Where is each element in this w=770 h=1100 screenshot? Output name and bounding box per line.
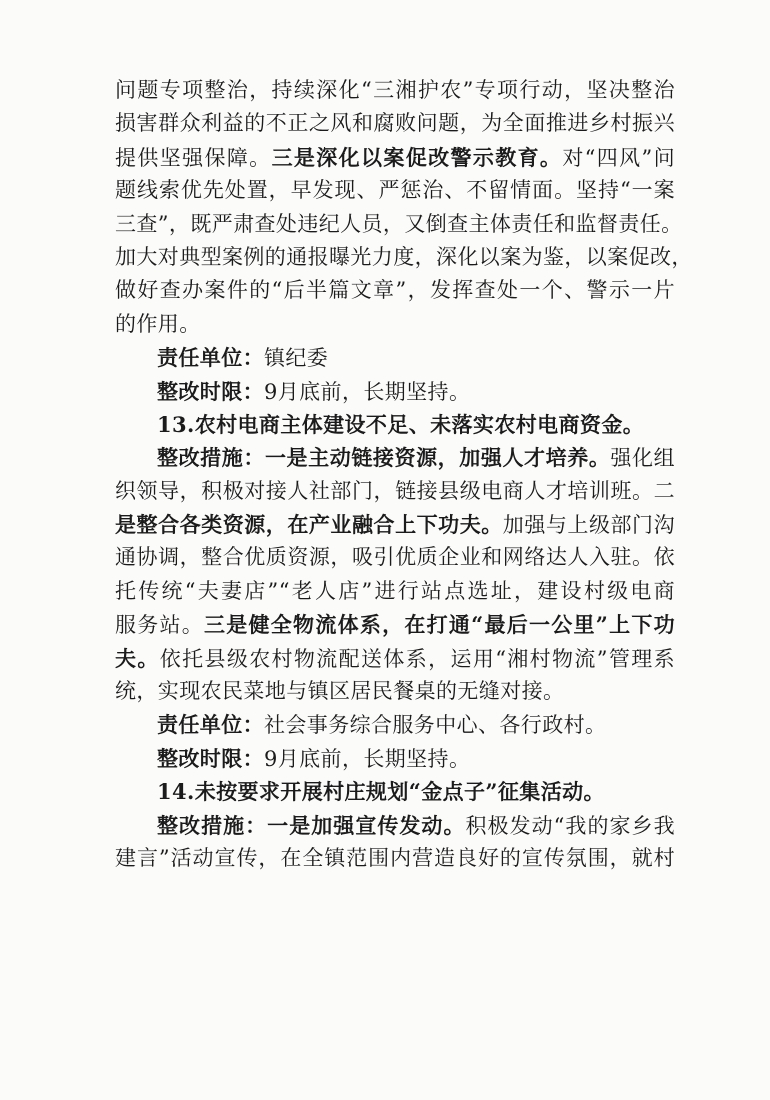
paragraph-heading: [115, 408, 675, 441]
bold-text-run: 责任单位：: [157, 345, 264, 371]
text-run: 加强与上级部门沟: [502, 513, 676, 538]
text-run: 9月底前，长期坚持。: [264, 746, 471, 771]
paragraph-field: [115, 708, 675, 741]
text-run: 积极发动“我的家乡我: [465, 813, 675, 838]
text-line: [115, 308, 675, 341]
text-line: [115, 508, 675, 541]
paragraph-field: [115, 375, 675, 408]
paragraph-heading: [115, 775, 675, 808]
text-run: 9月底前，长期坚持。: [264, 379, 471, 404]
bold-text-run: 是整合各类资源，在产业融合上下功夫。: [115, 512, 503, 538]
text-run: 依托县级农村物流配送体系，运用“湘村物流”管理系: [159, 646, 675, 671]
text-run: 题线索优先处置，早发现、严惩治、不留情面。坚持“一案: [115, 178, 675, 203]
text-run: 三查”，既严肃查处违纪人员，又倒查主体责任和监督责任。: [115, 211, 683, 236]
text-run: 服务站。: [115, 613, 205, 638]
bold-text-run: 14.未按要求开展村庄规划“金点子”征集活动。: [157, 779, 605, 805]
text-run: 镇纪委: [264, 346, 329, 371]
text-line: [115, 274, 675, 307]
text-run: 织领导，积极对接人社部门，链接县级电商人才培训班。二: [115, 478, 675, 503]
text-line: [115, 541, 675, 574]
text-line: [115, 107, 675, 140]
bold-text-run: 责任单位：: [157, 712, 264, 738]
paragraph-body-open: [115, 809, 675, 876]
text-line: [115, 208, 683, 241]
text-run: 强化组: [610, 446, 676, 471]
bold-text-run: 13.农村电商主体建设不足、未落实农村电商资金。: [157, 411, 645, 437]
text-line: [115, 74, 675, 107]
bold-text-run: 三是健全物流体系，在打通“最后一公里”上下功: [204, 612, 675, 638]
text-line: [115, 375, 675, 408]
text-line: [115, 408, 675, 441]
text-line: [115, 675, 675, 708]
text-run: 损害群众利益的不正之风和腐败问题，为全面推进乡村振兴: [115, 111, 675, 136]
text-line: [115, 575, 675, 608]
text-line: [115, 842, 675, 875]
text-line: [115, 775, 675, 808]
paragraph-field: [115, 742, 675, 775]
text-line: [115, 441, 675, 474]
text-run: 做好查办案件的“后半篇文章”，发挥查处一个、警示一片: [115, 278, 675, 303]
text-line: [115, 241, 693, 274]
bold-text-run: 整改措施：一是加强宣传发动。: [157, 812, 466, 838]
text-run: 社会事务综合服务中心、各行政村。: [264, 713, 607, 738]
text-line: [115, 642, 675, 675]
text-run: 提供坚强保障。: [115, 145, 272, 170]
bold-text-run: 整改措施：一是主动链接资源，加强人才培养。: [157, 445, 611, 471]
text-line: [115, 608, 675, 641]
text-line: [115, 341, 675, 374]
text-line: [115, 708, 675, 741]
bold-text-run: 夫。: [115, 645, 160, 671]
text-run: 通协调，整合优质资源，吸引优质企业和网络达人入驻。依: [115, 545, 675, 570]
bold-text-run: 三是深化以案促改警示教育。: [271, 144, 563, 170]
text-line: [115, 742, 675, 775]
text-run: 问题专项整治，持续深化“三湘护农”专项行动，坚决整治: [115, 78, 675, 102]
text-line: [115, 141, 675, 174]
text-run: 统，实现农民菜地与镇区居民餐桌的无缝对接。: [115, 679, 565, 704]
text-line: [115, 174, 675, 207]
bold-text-run: 整改时限：: [157, 378, 264, 404]
text-run: 建言”活动宣传，在全镇范围内营造良好的宣传氛围，就村: [115, 845, 675, 870]
text-line: [115, 809, 675, 842]
paragraph-body: [115, 441, 675, 708]
paragraph-field: [115, 341, 675, 374]
text-run: 的作用。: [115, 311, 201, 336]
text-run: 对“四风”问: [562, 145, 676, 170]
bold-text-run: 整改时限：: [157, 745, 264, 771]
text-run: 托传统“夫妻店”“老人店”进行站点选址，建设村级电商: [115, 578, 675, 603]
document-body: [115, 74, 693, 875]
paragraph-body: [115, 74, 693, 341]
text-run: 加大对典型案例的通报曝光力度，深化以案为鉴，以案促改，: [115, 244, 693, 269]
text-line: [115, 475, 675, 508]
